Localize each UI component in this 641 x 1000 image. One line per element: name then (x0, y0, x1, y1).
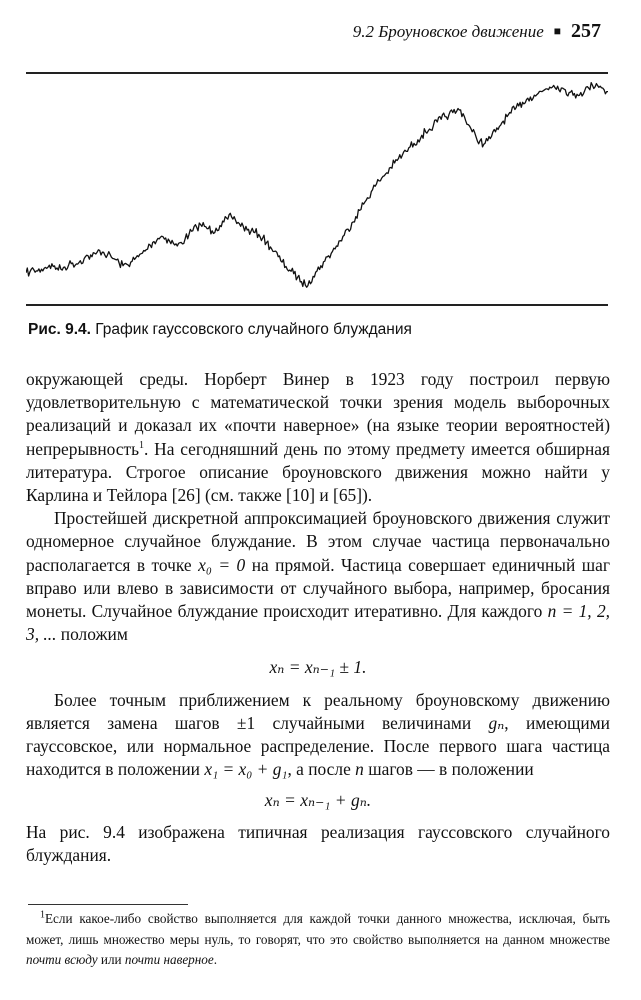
footnote-emphasis-2: почти наверное (124, 952, 214, 967)
p3-text-d: шагов — в положении (363, 759, 534, 780)
paragraph-2 (26, 507, 610, 646)
p3-text-c: , а после (287, 759, 356, 780)
p1-text-a: окружающей среды. Норберт Винер в 1923 году построил первую удовлетворительную с математической точки зрения модель выборочных реализаций и доказал их «почти наверное» (на языке теории вероятностей) непрерывность (26, 369, 610, 459)
random-walk-series-line (26, 83, 608, 288)
figure-bottom-rule (26, 304, 608, 306)
p3-text-b: , имеющими гауссовское, или нормальное распределение. После первого шага частица находится в положении (26, 712, 610, 780)
p3-math: gₙ (488, 712, 505, 733)
formula-2: xₙ = xₙ₋₁ + gₙ. (264, 790, 372, 811)
p3-text-a: Более точным приближением к реальному броуновскому движению является замена шагов ±1 случайными величинами (26, 689, 610, 733)
p2-text-a: Простейшей дискретной аппроксимацией броуновского движения служит одномерное случайное блуждание. В этом случае частица первоначально располагается в точке (26, 508, 610, 575)
p2-text-c: положим (56, 624, 128, 645)
separator-square: ■ (553, 24, 561, 38)
footnote-text-end: . (213, 952, 218, 967)
running-head (353, 20, 601, 43)
p3-math-3: n (355, 759, 364, 780)
footnote (26, 909, 610, 971)
footnote-emphasis-1: почти всюду (26, 952, 98, 967)
random-walk-plot (26, 74, 608, 304)
p1-text-b: . На сегодняшний день по этому предмету имеется обширная литература. Строгое описание броуновского движения можно найти у Карлина и Тейлора [26] (см. также [10] и [65]). (26, 438, 610, 506)
paragraph-1 (26, 368, 610, 507)
caption-text: График гауссовского случайного блуждания (95, 321, 412, 338)
footnote-marker: 1 (40, 909, 45, 921)
paragraph-3 (26, 689, 610, 782)
footnote-text: Если какое-либо свойство выполняется для каждой точки данного множества, исключая, быть может, лишь множество меры нуль, то говорят, что это свойство выполняется на данном множестве (26, 911, 610, 947)
body-text (26, 368, 610, 867)
p2-math: x₀ = 0 (198, 554, 246, 575)
p2-math-2: n = 1, 2, 3, ... (26, 601, 611, 645)
caption-label: Рис. 9.4. (28, 321, 91, 338)
p2-text-b: на прямой. Частица совершает единичный шаг вправо или влево в зависимости от случайного выбора, например, бросания монеты. Случайное блуждание происходит итеративно. Для каждого (26, 554, 610, 622)
footnote-text-mid: или (97, 952, 125, 967)
p3-math-2: x₁ = x₀ + g₁ (204, 759, 288, 780)
paragraph-4: На рис. 9.4 изображена типичная реализация гауссовского случайного блуждания. (26, 821, 610, 865)
formula-1: xₙ = xₙ₋₁ ± 1. (269, 657, 367, 678)
footnote-rule (28, 904, 188, 905)
page-number: 257 (571, 20, 601, 42)
footnote-ref: 1 (139, 439, 145, 451)
figure-caption (28, 321, 412, 339)
section-title: 9.2 Броуновское движение (352, 22, 544, 41)
